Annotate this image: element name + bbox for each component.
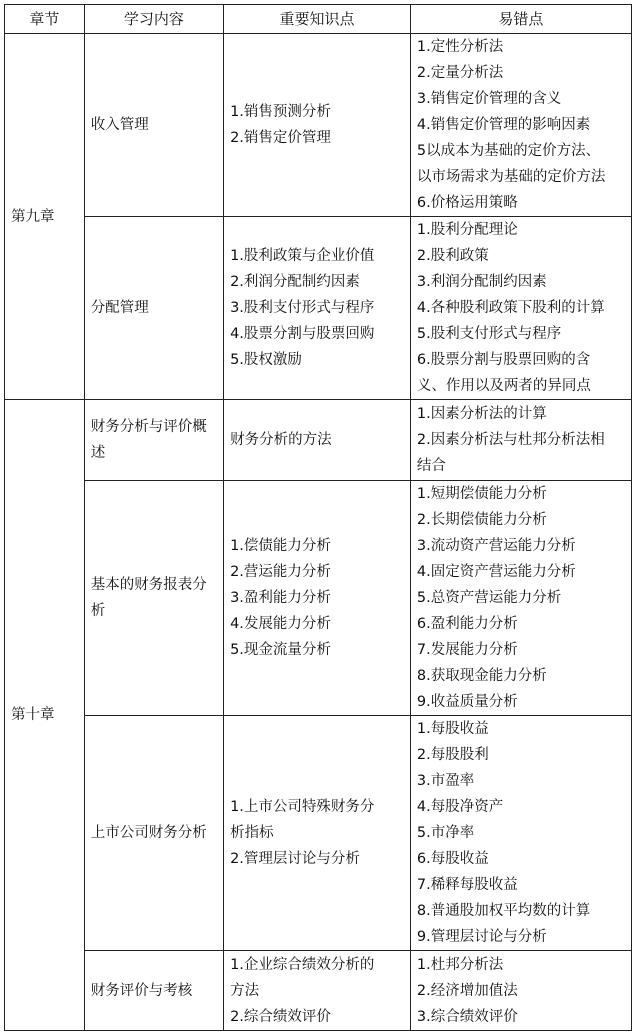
points-cell bbox=[224, 716, 411, 951]
header-errors: 易错点 bbox=[410, 5, 631, 34]
header-chapter: 章节 bbox=[5, 5, 85, 34]
list-item: 7.稀释每股收益 bbox=[416, 877, 518, 893]
errors-cell bbox=[410, 217, 631, 400]
list-item: 9.收益质量分析 bbox=[416, 694, 518, 710]
knowledge-table bbox=[4, 4, 632, 1031]
list-item: 3.市盈率 bbox=[416, 773, 475, 789]
list-item: 3.股利支付形式与程序 bbox=[230, 300, 375, 316]
points-cell bbox=[224, 481, 411, 716]
errors-cell bbox=[410, 481, 631, 716]
list-item: 6.盈利能力分析 bbox=[416, 616, 518, 632]
list-item: 4.发展能力分析 bbox=[230, 616, 331, 632]
list-item: 1.股利分配理论 bbox=[416, 222, 518, 238]
list-item: 5以成本为基础的定价方法、 bbox=[416, 143, 601, 159]
content-cell: 收入管理 bbox=[84, 34, 223, 217]
table-row bbox=[5, 951, 632, 1031]
list-item: 2.经济增加值法 bbox=[416, 982, 518, 999]
errors-cell bbox=[410, 716, 631, 951]
list-item: 财务分析的方法 bbox=[230, 432, 332, 448]
points-cell bbox=[224, 34, 411, 217]
list-item: 3.盈利能力分析 bbox=[230, 590, 331, 606]
list-item: 8.普通股加权平均数的计算 bbox=[416, 903, 591, 919]
list-item: 析指标 bbox=[230, 825, 274, 841]
table-row bbox=[5, 400, 632, 481]
list-item: 2.利润分配制约因素 bbox=[230, 274, 360, 290]
list-item: 3.综合绩效评价 bbox=[416, 1008, 518, 1025]
points-cell bbox=[224, 400, 411, 481]
points-cell bbox=[224, 951, 411, 1031]
content-cell: 基本的财务报表分析 bbox=[84, 481, 223, 716]
header-content: 学习内容 bbox=[84, 5, 223, 34]
list-item: 5.股权激励 bbox=[230, 352, 302, 368]
list-item: 1.杜邦分析法 bbox=[416, 956, 504, 973]
errors-cell bbox=[410, 400, 631, 481]
table-row bbox=[5, 217, 632, 400]
chapter-cell: 第十章 bbox=[5, 400, 85, 1031]
list-item: 1.定性分析法 bbox=[416, 39, 504, 55]
list-item: 以市场需求为基础的定价方法 bbox=[416, 169, 606, 185]
header-row bbox=[5, 5, 632, 34]
list-item: 2.因素分析法与杜邦分析法相 bbox=[416, 432, 605, 448]
list-item: 1.企业综合绩效分析的 bbox=[230, 956, 375, 973]
list-item: 1.因素分析法的计算 bbox=[416, 406, 547, 422]
list-item: 5.市净率 bbox=[416, 825, 475, 841]
list-item: 2.销售定价管理 bbox=[230, 130, 331, 146]
list-item: 4.股票分割与股票回购 bbox=[230, 326, 375, 342]
table-row bbox=[5, 716, 632, 951]
list-item: 3.流动资产营运能力分析 bbox=[416, 538, 576, 554]
table-row bbox=[5, 481, 632, 716]
list-item: 1.偿债能力分析 bbox=[230, 538, 331, 554]
list-item: 2.长期偿债能力分析 bbox=[416, 512, 547, 528]
list-item: 2.定量分析法 bbox=[416, 65, 504, 81]
table-row bbox=[5, 34, 632, 217]
header-points: 重要知识点 bbox=[224, 5, 411, 34]
list-item: 2.综合绩效评价 bbox=[230, 1008, 331, 1025]
content-cell: 财务分析与评价概述 bbox=[84, 400, 223, 481]
points-cell bbox=[224, 217, 411, 400]
errors-cell bbox=[410, 951, 631, 1031]
chapter-cell: 第九章 bbox=[5, 34, 85, 400]
list-item: 5.总资产营运能力分析 bbox=[416, 590, 562, 606]
list-item: 5.股利支付形式与程序 bbox=[416, 326, 562, 342]
list-item: 6.每股收益 bbox=[416, 851, 489, 867]
list-item: 2.营运能力分析 bbox=[230, 564, 331, 580]
list-item: 2.管理层讨论与分析 bbox=[230, 851, 360, 867]
list-item: 3.销售定价管理的含义 bbox=[416, 91, 562, 107]
errors-cell bbox=[410, 34, 631, 217]
content-cell: 上市公司财务分析 bbox=[84, 716, 223, 951]
list-item: 4.固定资产营运能力分析 bbox=[416, 564, 576, 580]
list-item: 9.管理层讨论与分析 bbox=[416, 929, 547, 945]
list-item: 3.利润分配制约因素 bbox=[416, 274, 547, 290]
content-cell: 财务评价与考核 bbox=[84, 951, 223, 1031]
list-item: 1.上市公司特殊财务分 bbox=[230, 799, 375, 815]
list-item: 5.现金流量分析 bbox=[230, 642, 331, 658]
list-item: 6.股票分割与股票回购的含 bbox=[416, 352, 591, 368]
list-item: 7.发展能力分析 bbox=[416, 642, 518, 658]
list-item: 结合 bbox=[416, 458, 446, 474]
list-item: 方法 bbox=[230, 982, 260, 999]
content-cell: 分配管理 bbox=[84, 217, 223, 400]
list-item: 6.价格运用策略 bbox=[416, 195, 518, 211]
list-item: 4.各种股利政策下股利的计算 bbox=[416, 300, 605, 316]
list-item: 4.销售定价管理的影响因素 bbox=[416, 117, 591, 133]
list-item: 2.每股股利 bbox=[416, 747, 489, 763]
list-item: 1.股利政策与企业价值 bbox=[230, 248, 375, 264]
list-item: 1.短期偿债能力分析 bbox=[416, 486, 547, 502]
list-item: 1.销售预测分析 bbox=[230, 104, 331, 120]
list-item: 4.每股净资产 bbox=[416, 799, 504, 815]
list-item: 2.股利政策 bbox=[416, 248, 489, 264]
list-item: 义、作用以及两者的异同点 bbox=[416, 378, 591, 394]
list-item: 8.获取现金能力分析 bbox=[416, 668, 547, 684]
list-item: 1.每股收益 bbox=[416, 721, 489, 737]
